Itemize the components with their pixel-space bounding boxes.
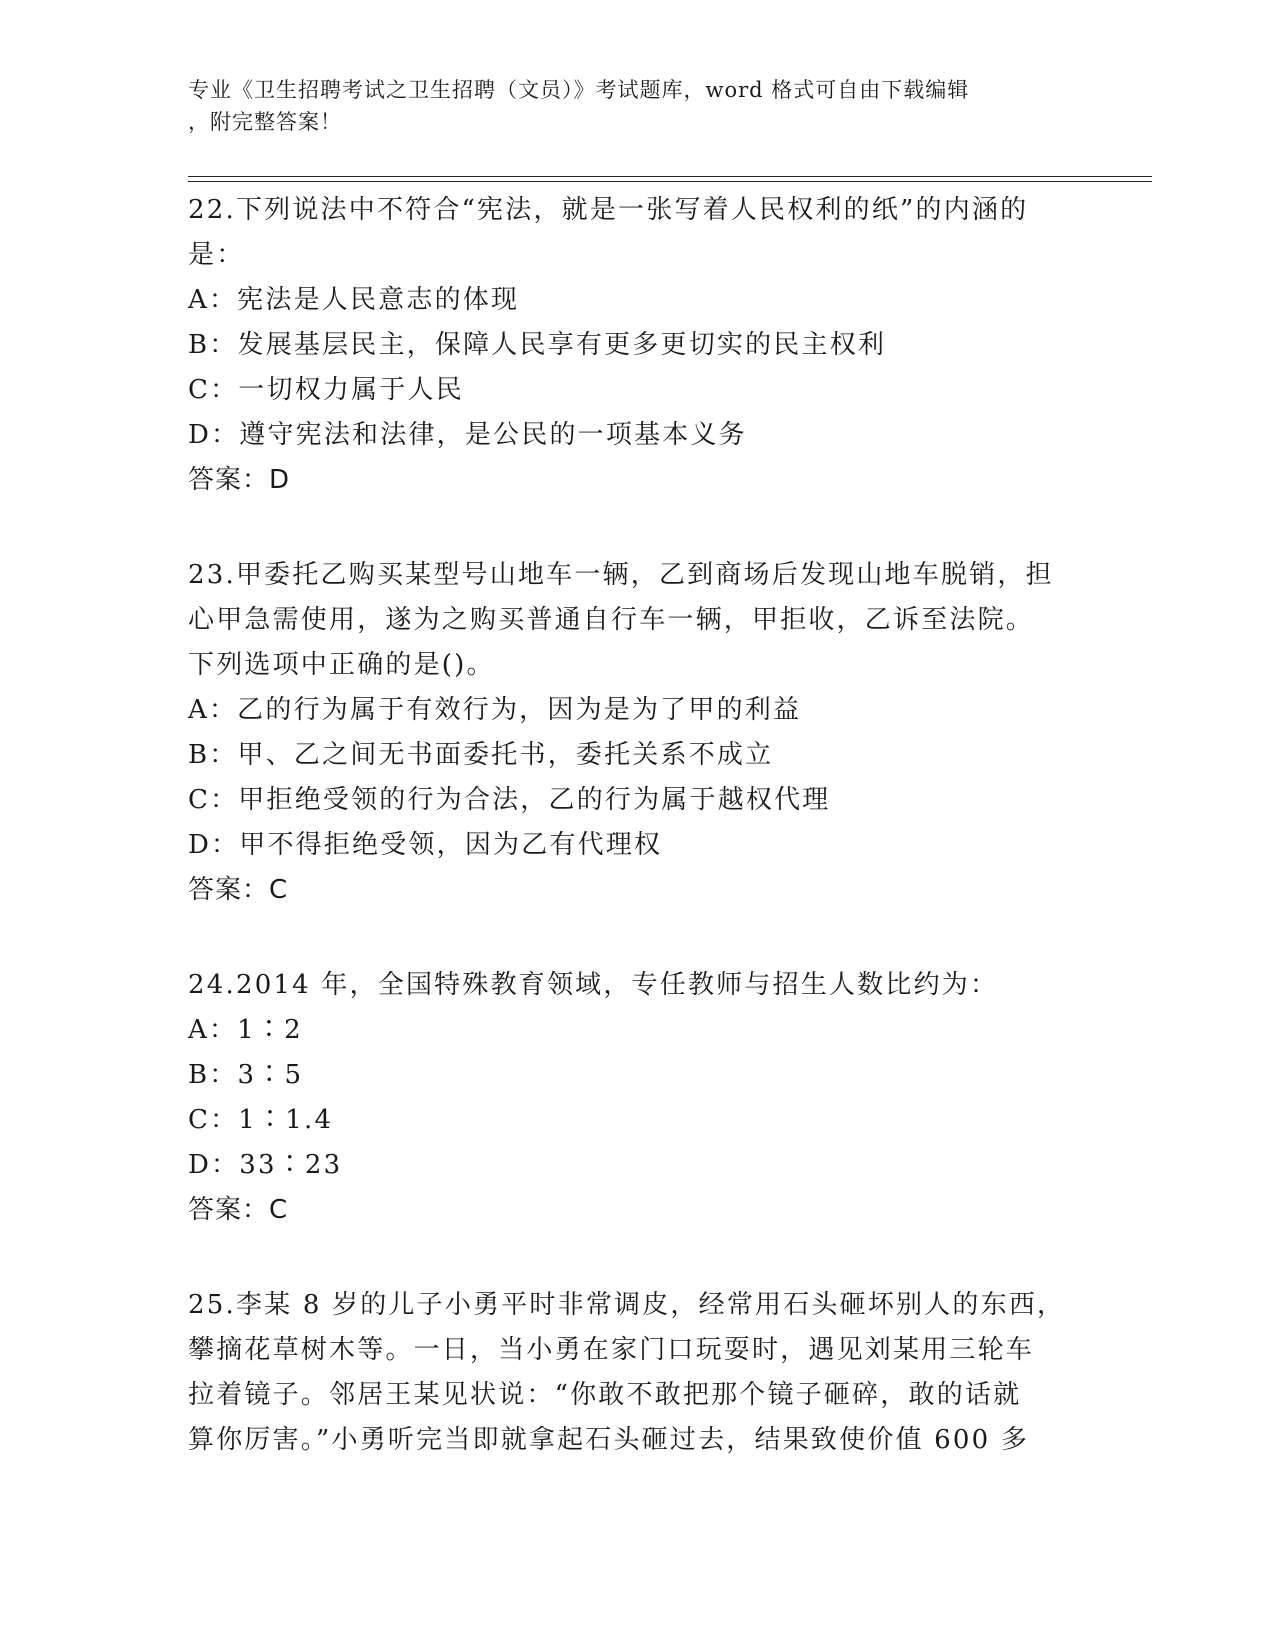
option-c: C：1∶1.4 (188, 1105, 334, 1135)
question-22 (188, 188, 1088, 503)
header-line-2: ，附完整答案！ (188, 110, 342, 134)
option-b: B：发展基层民主，保障人民享有更多更切实的民主权利 (188, 330, 887, 360)
answer: 答案：D (188, 465, 291, 495)
answer: 答案：C (188, 875, 289, 905)
question-stem-line: 拉着镜子。邻居王某见状说：“你敢不敢把那个镜子砸碎，敢的话就 (188, 1380, 1022, 1410)
question-23 (188, 553, 1088, 913)
question-stem-line: 23.甲委托乙购买某型号山地车一辆，乙到商场后发现山地车脱销，担 (188, 560, 1054, 590)
option-c: C：一切权力属于人民 (188, 375, 464, 405)
option-d: D：遵守宪法和法律，是公民的一项基本义务 (188, 420, 747, 450)
option-a: A：乙的行为属于有效行为，因为是为了甲的利益 (188, 695, 802, 725)
answer: 答案：C (188, 1195, 289, 1225)
option-d: D：甲不得拒绝受领，因为乙有代理权 (188, 830, 663, 860)
question-25 (188, 1283, 1088, 1463)
question-24 (188, 963, 1088, 1233)
option-b: B：3∶5 (188, 1060, 304, 1090)
option-b: B：甲、乙之间无书面委托书，委托关系不成立 (188, 740, 774, 770)
question-stem-line: 25.李某 8 岁的儿子小勇平时非常调皮，经常用石头砸坏别人的东西， (188, 1290, 1066, 1320)
question-stem-line: 下列选项中正确的是()。 (188, 650, 495, 680)
question-stem-line: 攀摘花草树木等。一日，当小勇在家门口玩耍时，遇见刘某用三轮车 (188, 1335, 1035, 1365)
question-stem-line: 心甲急需使用，遂为之购买普通自行车一辆，甲拒收，乙诉至法院。 (188, 605, 1035, 635)
question-stem-line: 24.2014 年，全国特殊教育领域，专任教师与招生人数比约为： (188, 970, 999, 1000)
question-stem-line: 22.下列说法中不符合“宪法，就是一张写着人民权利的纸”的内涵的 (188, 195, 1029, 225)
option-d: D：33∶23 (188, 1150, 343, 1180)
header-divider-bottom (188, 181, 1152, 182)
option-c: C：甲拒绝受领的行为合法，乙的行为属于越权代理 (188, 785, 831, 815)
option-a: A：宪法是人民意志的体现 (188, 285, 520, 315)
document-header (188, 74, 1068, 138)
header-divider-top (188, 176, 1152, 177)
question-stem-line: 算你厉害。”小勇听完当即就拿起石头砸过去，结果致使价值 600 多 (188, 1425, 1030, 1455)
question-stem-line: 是： (188, 240, 245, 270)
header-line-1: 专业《卫生招聘考试之卫生招聘（文员）》考试题库，word 格式可自由下载编辑 (188, 78, 970, 102)
option-a: A：1∶2 (188, 1015, 303, 1045)
